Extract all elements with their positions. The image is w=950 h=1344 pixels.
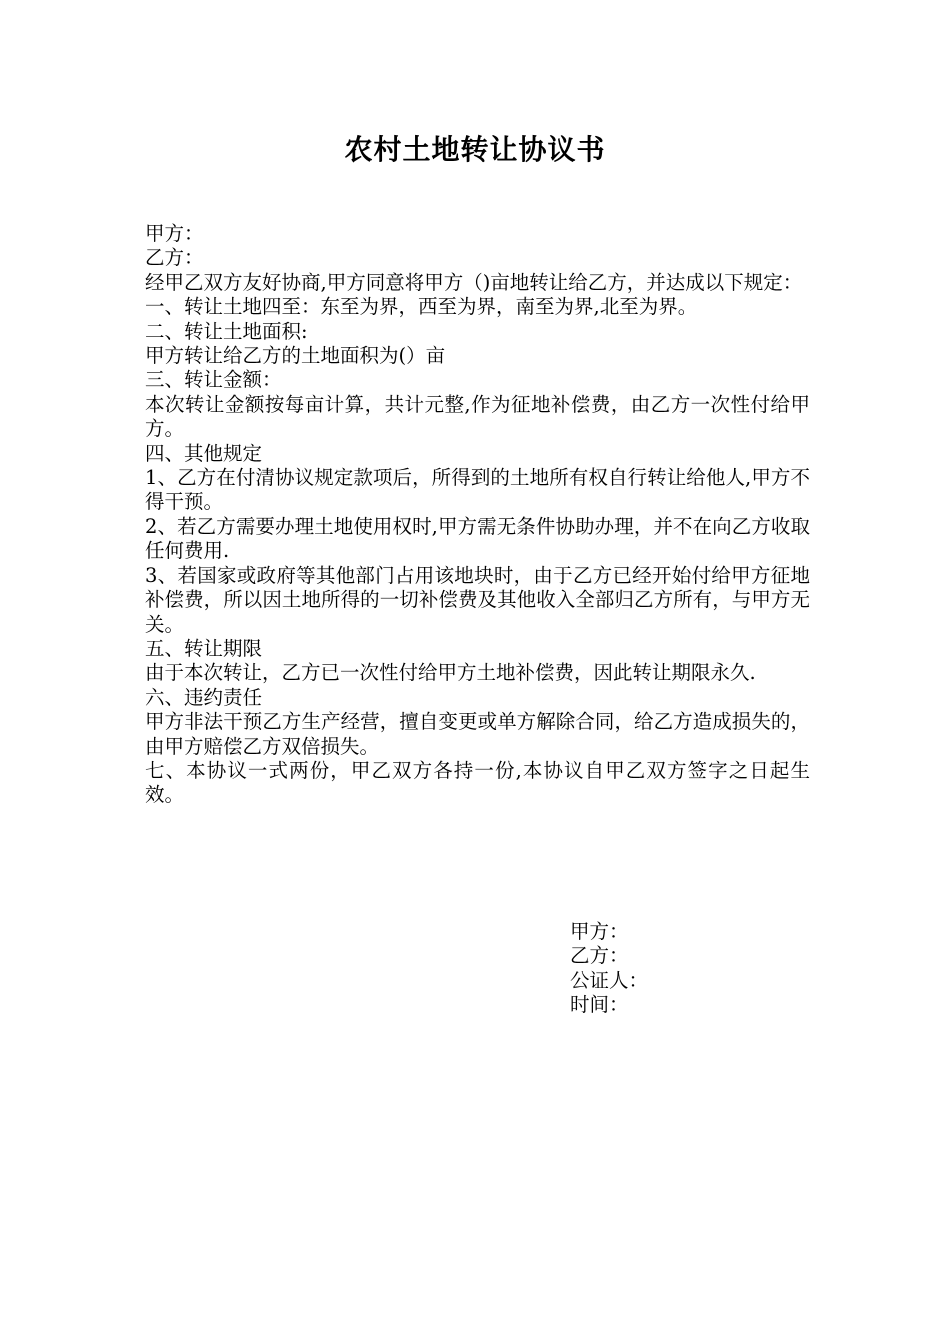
section-3-text: 本次转让金额按每亩计算，共计元整,作为征地补偿费，由乙方一次性付给甲方。: [145, 392, 810, 441]
document-body: [145, 222, 810, 808]
intro-paragraph: 经甲乙双方友好协商,甲方同意将甲方（)亩地转让给乙方，并达成以下规定：: [145, 270, 803, 294]
section-5-heading: 五、转让期限: [145, 636, 263, 660]
section-7-text: 七、本协议一式两份，甲乙双方各持一份,本协议自甲乙双方签字之日起生效。: [145, 758, 810, 807]
section-2-text: 甲方转让给乙方的土地面积为(）亩: [145, 344, 446, 368]
signature-block: [570, 920, 810, 1018]
section-5-text: 由于本次转让，乙方已一次性付给甲方土地补偿费，因此转让期限永久.: [145, 661, 756, 685]
section-2-heading: 二、转让土地面积:: [145, 319, 308, 343]
signature-party-a: 甲方：: [570, 920, 629, 943]
signature-party-b: 乙方：: [570, 944, 629, 968]
section-6-heading: 六、违约责任: [145, 685, 263, 709]
section-4-item-2: 2、若乙方需要办理土地使用权时,甲方需无条件协助办理，并不在向乙方收取任何费用.: [145, 514, 810, 563]
signature-date: 时间：: [570, 993, 629, 1017]
section-4-item-3: 3、若国家或政府等其他部门占用该地块时，由于乙方已经开始付给甲方征地补偿费，所以因土地所得的一切补偿费及其他收入全部归乙方所有，与甲方无关。: [145, 563, 810, 636]
section-1-boundaries: 一、转让土地四至：东至为界，西至为界，南至为界,北至为界。: [145, 295, 698, 319]
party-b-line: 乙方：: [145, 246, 204, 270]
section-3-heading: 三、转让金额：: [145, 368, 282, 392]
section-4-item-1: 1、乙方在付清协议规定款项后，所得到的土地所有权自行转让给他人,甲方不得干预。: [145, 466, 810, 514]
section-4-heading: 四、其他规定: [145, 441, 263, 465]
section-6-text: 甲方非法干预乙方生产经营，擅自变更或单方解除合同，给乙方造成损失的，由甲方赔偿乙方双倍损失。: [145, 710, 810, 758]
party-a-line: 甲方：: [145, 222, 204, 245]
document-title: 农村土地转让协议书: [344, 133, 606, 166]
signature-notary: 公证人：: [570, 968, 649, 992]
